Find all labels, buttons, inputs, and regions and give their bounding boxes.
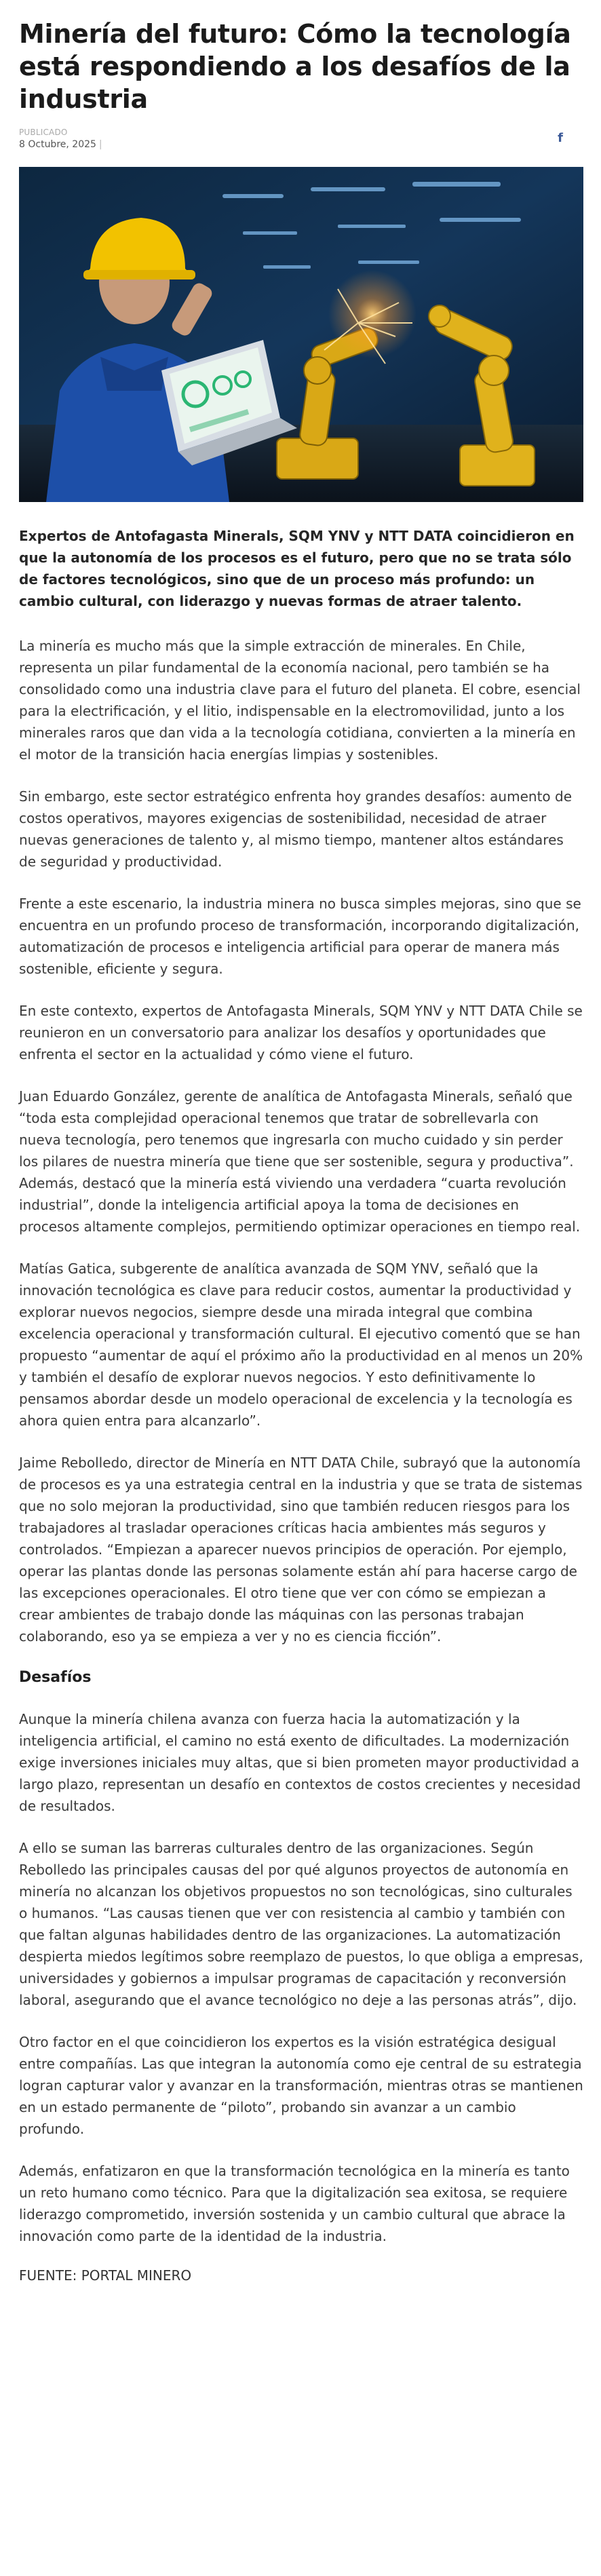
- article-paragraph: En este contexto, expertos de Antofagasta Minerals, SQM YNV y NTT DATA Chile se reunieron en un conversatorio para analizar los desafíos y oportunidades que enfrenta el sector en la actualidad y cómo viene el futuro.: [19, 1003, 583, 1062]
- article-paragraph: Sin embargo, este sector estratégico enfrenta hoy grandes desafíos: aumento de costos operativos, mayores exigencias de sostenibilidad, necesidad de atraer nuevas generaciones de talento y, al mismo tiempo, mantener altos estándares de seguridad y productividad.: [19, 788, 573, 870]
- article-paragraph: Otro factor en el que coincidieron los expertos es la visión estratégica desigual entre compañías. Las que integran la autonomía como eje central de su estrategia logran capturar valor y avanzar en la transformación, mientras otras se mantienen en un estado permanente de “piloto”, probando sin avanzar a un cambio profundo.: [19, 2034, 583, 2137]
- meta-separator: |: [98, 139, 102, 150]
- date-text: 8 Octubre, 2025: [19, 139, 96, 150]
- article-paragraph: La minería es mucho más que la simple extracción de minerales. En Chile, representa un pilar fundamental de la economía nacional, pero también se ha consolidado como una industria clave para el futuro del planeta. El cobre, esencial para la electrificación, y el litio, indispensable en la electromovilidad, junto a los minerales raros que dan vida a la tecnología cotidiana, convierten a la minería en el motor de la transición hacia energías limpias y sostenibles.: [19, 638, 581, 763]
- published-date: [19, 139, 583, 150]
- article-paragraph: Juan Eduardo González, gerente de analítica de Antofagasta Minerals, señaló que “toda esta complejidad operacional tenemos que tratar de sobrellevarla con nueva tecnología, pero tenemos que ingresarla con mucho cuidado y sin perder los pilares de nuestra minería que tiene que ser sostenible, segura y productiva”. Además, destacó que la minería está viviendo una verdadera “cuarta revolución industrial”, donde la inteligencia artificial apoya la toma de decisiones en procesos altamente complejos, permitiendo optimizar operaciones en tiempo real.: [19, 1088, 581, 1235]
- article-paragraph: Frente a este escenario, la industria minera no busca simples mejoras, sino que se encuentra en un profundo proceso de transformación, incorporando digitalización, automatización de procesos e inteligencia artificial para operar de manera más sostenible, eficiente y segura.: [19, 896, 581, 977]
- hero-image: [19, 167, 583, 502]
- article-paragraph: Jaime Rebolledo, director de Minería en NTT DATA Chile, subrayó que la autonomía de procesos es ya una estrategia central en la industria y que se trata de sistemas que no solo mejoran la productividad, sino que también reducen riesgos para los trabajadores al trasladar operaciones críticas hacia ambientes más seguros y controlados. “Empiezan a aparecer nuevos principios de operación. Por ejemplo, operar las plantas donde las personas solamente están ahí para hacerse cargo de las excepciones operacionales. El otro tiene que ver con cómo se empiezan a crear ambientes de trabajo donde las máquinas con las personas trabajan colaborando, eso ya se empieza a ver y no es ciencia ficción”.: [19, 1455, 583, 1645]
- article-lead: Expertos de Antofagasta Minerals, SQM YNV y NTT DATA coincidieron en que la autonomía de los procesos es el futuro, pero que no se trata sólo de factores tecnológicos, sino que de un proceso más profundo: un cambio cultural, con liderazgo y nuevas formas de atraer talento.: [19, 528, 575, 609]
- article-body: [19, 525, 583, 2286]
- article-title: Minería del futuro: Cómo la tecnología está respondiendo a los desafíos de la industria: [19, 19, 571, 114]
- article-source: FUENTE: PORTAL MINERO: [19, 2267, 192, 2284]
- article-meta: [19, 128, 583, 155]
- article-paragraph: Matías Gatica, subgerente de analítica avanzada de SQM YNV, señaló que la innovación tecnológica es clave para reducir costos, aumentar la productividad y explorar nuevos negocios, siempre desde una mirada integral que combina excelencia operacional y transformación cultural. El ejecutivo comentó que se han propuesto “aumentar de aquí el próximo año la productividad en al menos un 20% y también el desafío de explorar nuevos negocios. Y esto definitivamente lo pensamos abordar desde un modelo operacional de excelencia y la tecnología es ahora quien entra para alcanzarlo”.: [19, 1261, 583, 1429]
- section-heading-desafios: Desafíos: [19, 1669, 92, 1686]
- article-paragraph: A ello se suman las barreras culturales dentro de las organizaciones. Según Rebolledo las principales causas del por qué algunos proyectos de autonomía en minería no alcanzan los objetivos propuestos no son tecnológicas, sino culturales o humanos. “Las causas tienen que ver con resistencia al cambio y también con que faltan algunas habilidades dentro de las organizaciones. La automatización despierta miedos legítimos sobre reemplazo de puestos, lo que obliga a empresas, universidades y gobiernos a impulsar programas de capacitación y reconversión laboral, asegurando que el avance tecnológico no deje a las personas atrás”, dijo.: [19, 1840, 583, 2008]
- facebook-icon[interactable]: f: [558, 130, 563, 145]
- article-paragraph: Aunque la minería chilena avanza con fuerza hacia la automatización y la inteligencia artificial, el camino no está exento de dificultades. La modernización exige inversiones iniciales muy altas, que si bien prometen mayor productividad a largo plazo, representan un desafío en contextos de costos crecientes y necesidad de resultados.: [19, 1711, 581, 1814]
- published-label: PUBLICADO: [19, 128, 68, 137]
- article-paragraph: Además, enfatizaron en que la transformación tecnológica en la minería es tanto un reto humano como técnico. Para que la digitalización sea exitosa, se requiere liderazgo comprometido, inversión sostenida y un cambio cultural que abrace la innovación como parte de la identidad de la industria.: [19, 2163, 570, 2244]
